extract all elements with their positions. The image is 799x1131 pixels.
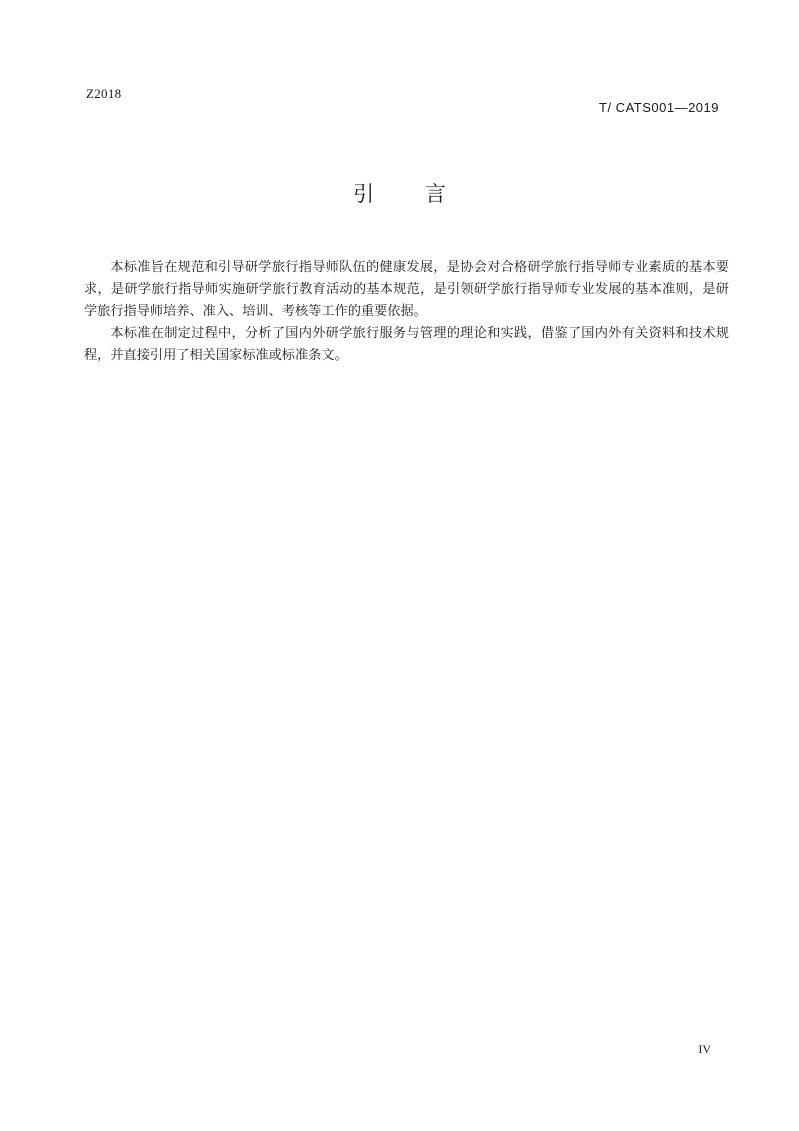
page-number: IV: [698, 1042, 711, 1056]
paragraph: 本标准旨在规范和引导研学旅行指导师队伍的健康发展，是协会对合格研学旅行指导师专业素质的基本要求，是研学旅行指导师实施研学旅行教育活动的基本规范，是引领研学旅行指导师专业发展的基本准则，是研学旅行指导师培养、准入、培训、考核等工作的重要依据。: [84, 260, 729, 319]
paragraph: 本标准在制定过程中，分析了国内外研学旅行服务与管理的理论和实践，借鉴了国内外有关资料和技术规程，并直接引用了相关国家标准或标准条文。: [84, 326, 729, 363]
introduction-body: [84, 257, 729, 367]
standard-number: T/ CATS001—2019: [599, 100, 719, 115]
page-title: 引 言: [353, 182, 468, 206]
document-code: Z2018: [86, 86, 122, 101]
